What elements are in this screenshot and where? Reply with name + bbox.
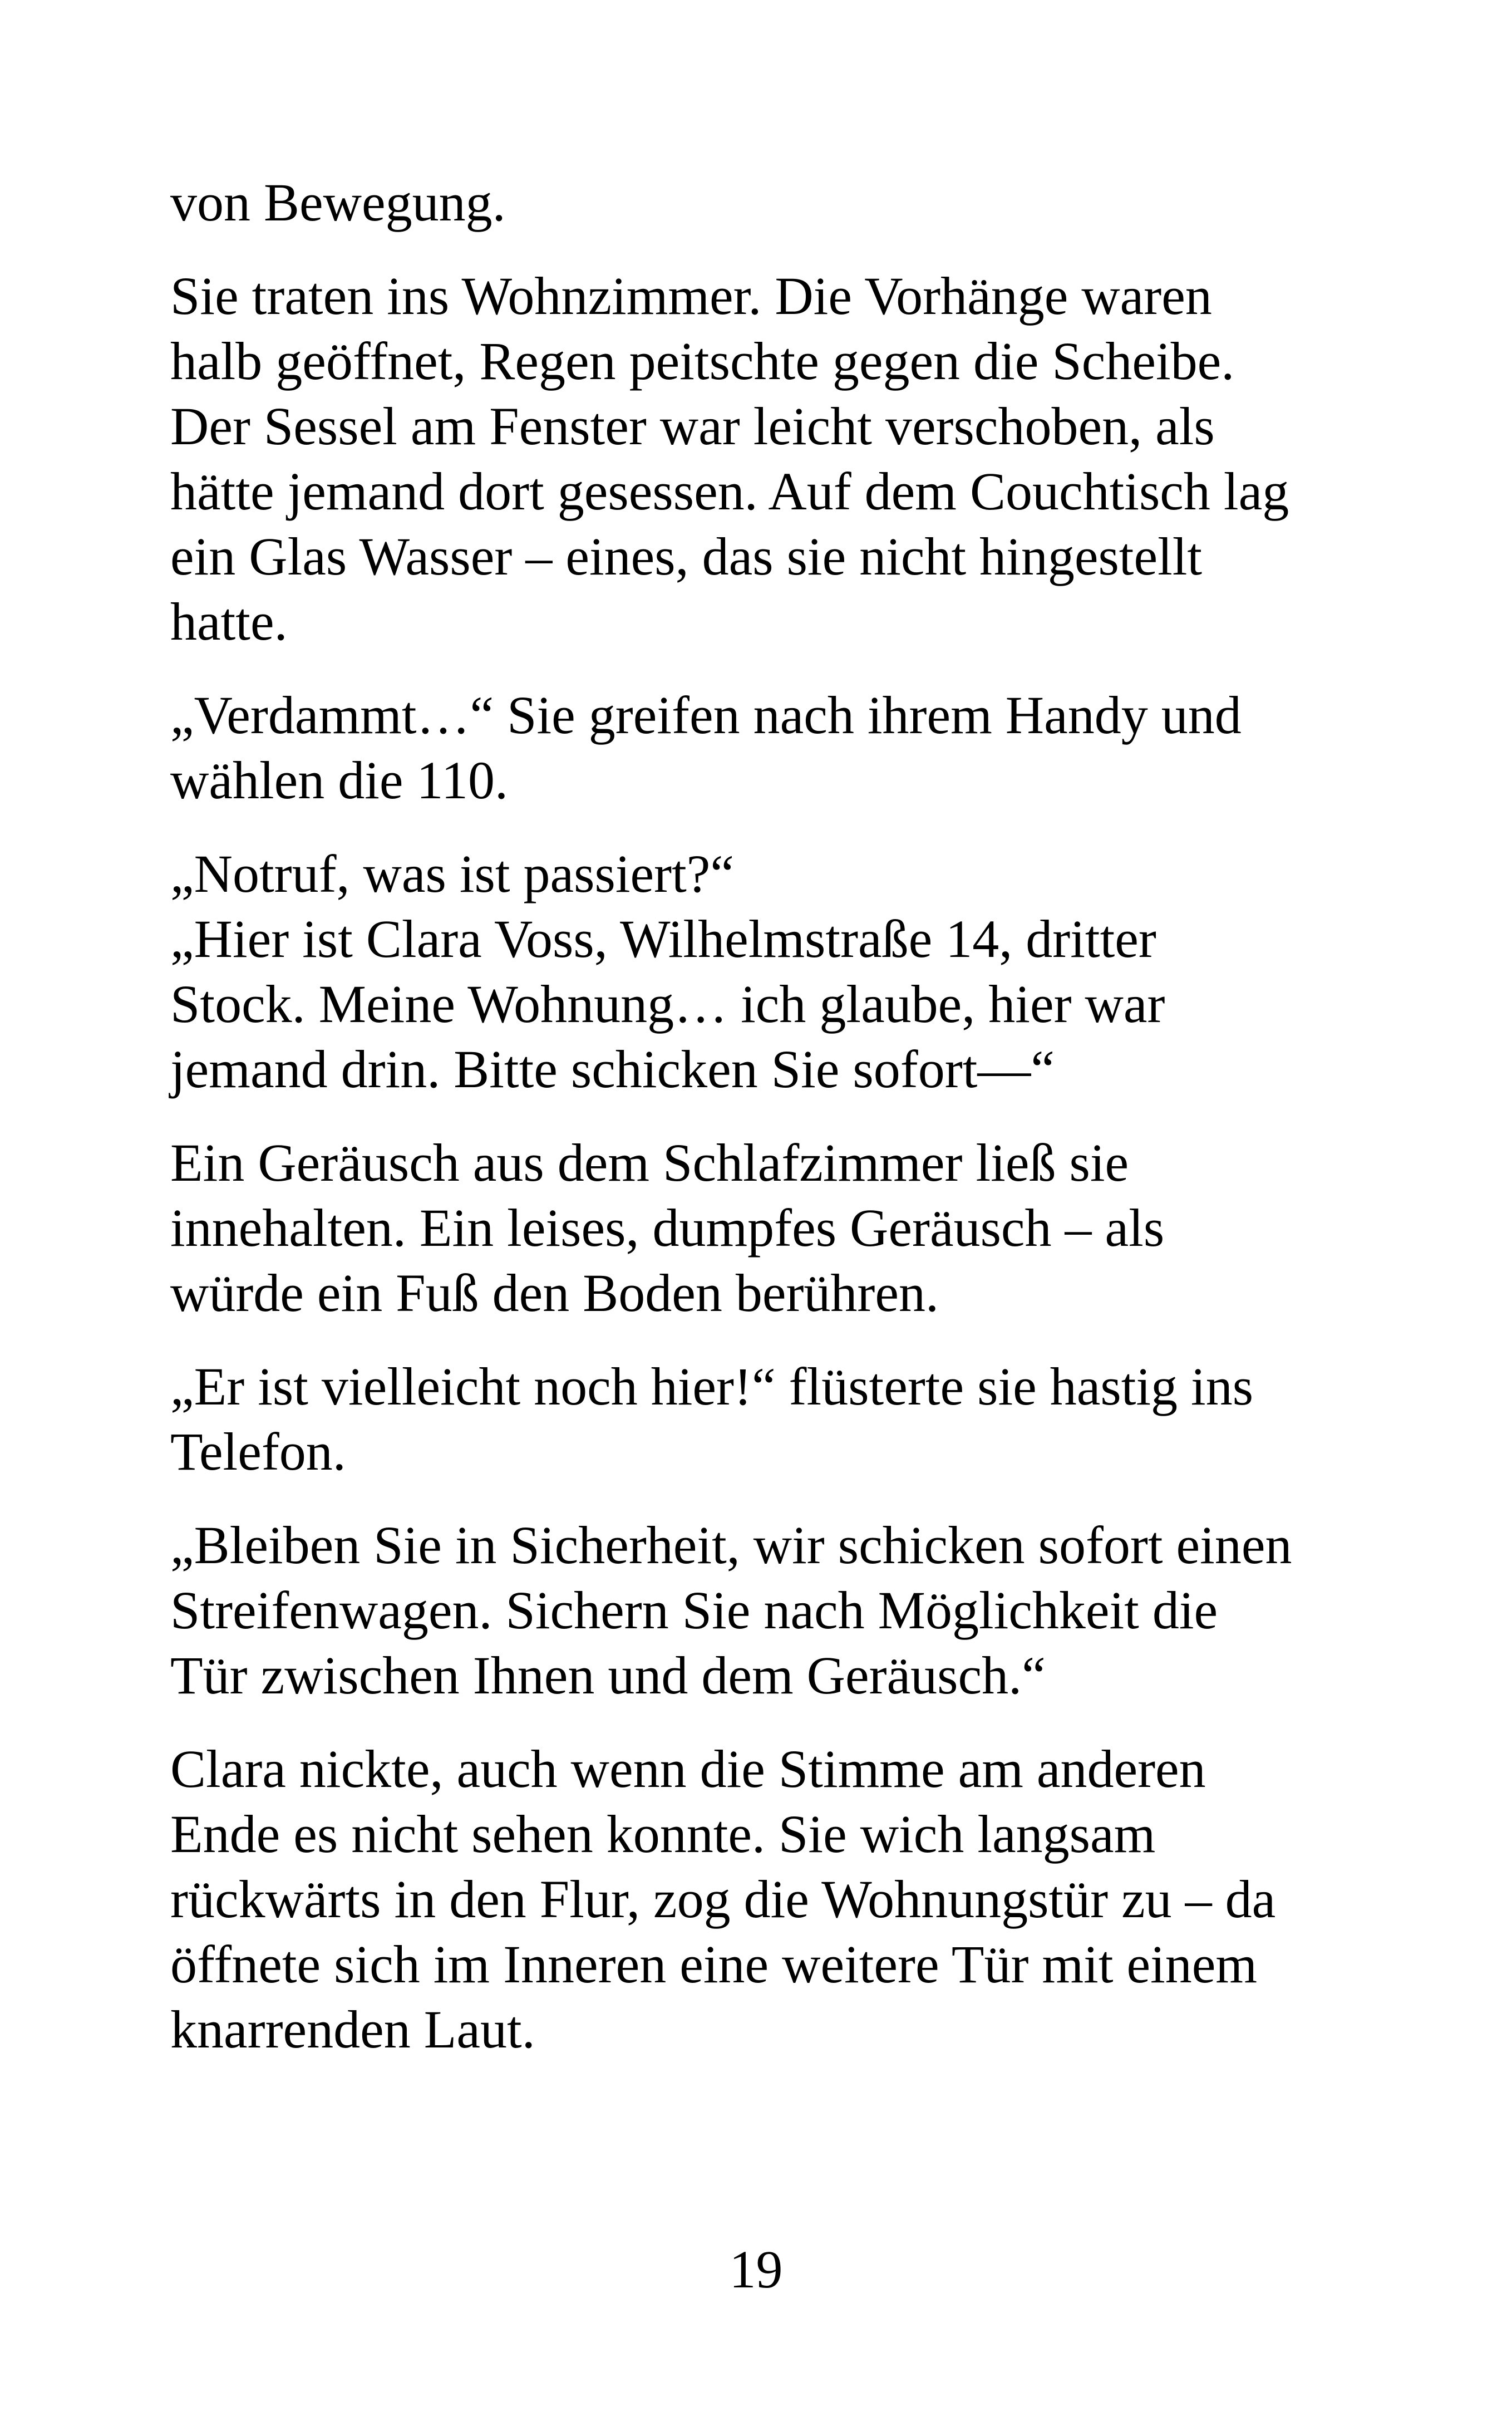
paragraph (170, 1512, 1361, 1708)
text-line: „Verdammt…“ Sie greifen nach ihrem Handy und (170, 685, 1242, 745)
text-line: „Bleiben Sie in Sicherheit, wir schicken sofort einen (170, 1515, 1292, 1575)
text-line: ein Glas Wasser – eines, das sie nicht hingestellt (170, 527, 1203, 586)
text-line: Clara nickte, auch wenn die Stimme am anderen (170, 1739, 1206, 1799)
text-line: Ende es nicht sehen konnte. Sie wich langsam (170, 1804, 1156, 1864)
paragraph (170, 1130, 1361, 1325)
text-line: von Bewegung. (170, 173, 506, 232)
paragraph (170, 263, 1361, 654)
paragraph (170, 1736, 1361, 2062)
text-line: hatte. (170, 592, 288, 651)
text-line: knarrenden Laut. (170, 2000, 535, 2059)
text-line: „Notruf, was ist passiert?“ (170, 844, 735, 903)
text-line: rückwärts in den Flur, zog die Wohnungstür zu – da (170, 1869, 1276, 1929)
text-line: hätte jemand dort gesessen. Auf dem Couchtisch lag (170, 461, 1289, 521)
text-line: Der Sessel am Fenster war leicht verschoben, als (170, 396, 1215, 456)
paragraph (170, 682, 1361, 813)
paragraph (170, 841, 1361, 1102)
paragraph (170, 1354, 1361, 1484)
text-line: Tür zwischen Ihnen und dem Geräusch.“ (170, 1646, 1046, 1705)
text-line: Streifenwagen. Sichern Sie nach Möglichkeit die (170, 1580, 1218, 1640)
text-line: Stock. Meine Wohnung… ich glaube, hier war (170, 974, 1165, 1034)
text-line: jemand drin. Bitte schicken Sie sofort—“ (170, 1039, 1055, 1099)
text-line: wählen die 110. (170, 750, 508, 810)
text-line: „Hier ist Clara Voss, Wilhelmstraße 14, dritter (170, 909, 1156, 969)
paragraph (170, 170, 1361, 235)
text-line: innehalten. Ein leises, dumpfes Geräusch – als (170, 1198, 1165, 1258)
text-line: „Er ist vielleicht noch hier!“ flüsterte sie hastig ins (170, 1357, 1254, 1416)
text-line: Ein Geräusch aus dem Schlafzimmer ließ sie (170, 1133, 1129, 1192)
page-body (170, 170, 1361, 2090)
text-line: würde ein Fuß den Boden berühren. (170, 1263, 939, 1323)
page-number: 19 (729, 2240, 783, 2299)
text-line: Telefon. (170, 1422, 346, 1481)
text-line: öffnete sich im Inneren eine weitere Tür mit einem (170, 1934, 1258, 1994)
text-line: halb geöffnet, Regen peitschte gegen die Scheibe. (170, 331, 1235, 391)
text-line: Sie traten ins Wohnzimmer. Die Vorhänge waren (170, 266, 1212, 326)
